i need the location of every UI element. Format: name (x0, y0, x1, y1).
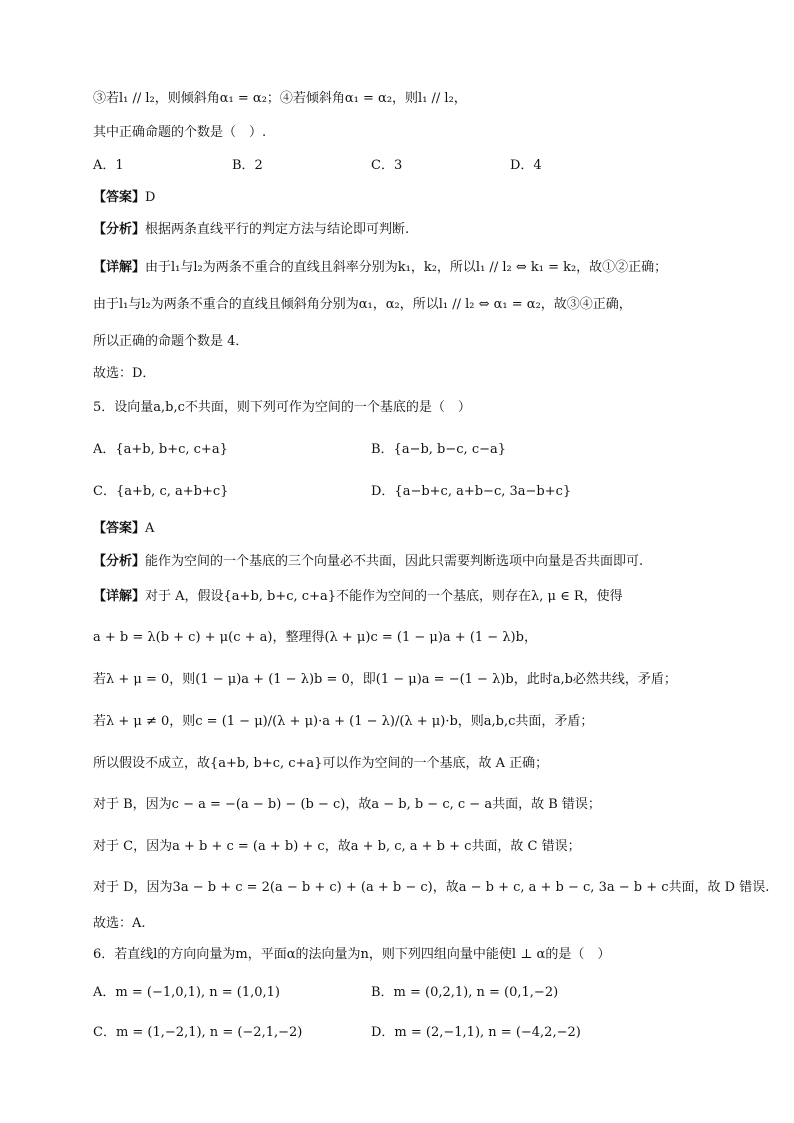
q6-option-b: B．m = (0,2,1), n = (0,1,−2) (371, 985, 559, 1000)
q5-detail-line-3: 若λ + μ = 0，则(1 − μ)a + (1 − λ)b = 0，即(1 − μ)a = −(1 − λ)b，此时a,b必然共线，矛盾； (93, 672, 677, 687)
q4-analysis-text: 根据两条直线平行的判定方法与结论即可判断. (145, 222, 410, 237)
q6-option-c: C．m = (1,−2,1), n = (−2,1,−2) (93, 1025, 303, 1040)
analysis-tag: 【分析】 (93, 222, 146, 237)
q5-option-d: D．{a−b+c, a+b−c, 3a−b+c} (371, 484, 572, 499)
q5-stem: 5．设向量a,b,c不共面，则下列可作为空间的一个基底的是（ ） (93, 400, 471, 415)
q4-answer-line (93, 188, 155, 208)
q5-detail-line-7: 对于 C，因为a + b + c = (a + b) + c，故a + b, c, a + b + c共面，故 C 错误； (93, 839, 581, 854)
q4-detail-line-2: 由于l₁与l₂为两条不重合的直线且倾斜角分别为α₁，α₂，所以l₁ // l₂ ⇔ α₁ = α₂，故③④正确， (93, 297, 632, 312)
q5-detail-line-1 (93, 587, 623, 607)
q4-choose: 故选：D． (93, 366, 156, 381)
q5-detail-line-6: 对于 B，因为c − a = −(a − b) − (b − c)，故a − b, b − c, c − a共面，故 B 错误； (93, 797, 601, 812)
q4-items-3-4: ③若l₁ // l₂，则倾斜角α₁ = α₂；④若倾斜角α₁ = α₂，则l₁ // l₂， (93, 91, 467, 106)
q5-analysis-line (93, 552, 643, 572)
answer-tag: 【答案】 (93, 190, 146, 205)
q6-stem: 6．若直线l的方向向量为m，平面α的法向量为n，则下列四组向量中能使l ⊥ α的是（ ） (93, 947, 611, 962)
q5-detail-line-5: 所以假设不成立，故{a+b, b+c, c+a}可以作为空间的一个基底，故 A 正确； (93, 756, 549, 771)
q6-option-d: D．m = (2,−1,1), n = (−4,2,−2) (371, 1025, 581, 1040)
q4-option-a: A．1 (93, 158, 124, 173)
detail-tag: 【详解】 (93, 260, 146, 275)
q4-analysis-line (93, 220, 409, 240)
answer-tag: 【答案】 (93, 521, 146, 536)
q5-choose: 故选：A. (93, 916, 146, 931)
q5-detail-line-4: 若λ + μ ≠ 0，则c = (1 − μ)/(λ + μ)·a + (1 − λ)/(λ + μ)·b，则a,b,c共面，矛盾； (93, 714, 594, 729)
q4-answer-value: D (145, 190, 156, 205)
q5-analysis-text: 能作为空间的一个基底的三个向量必不共面，因此只需要判断选项中向量是否共面即可. (145, 554, 644, 569)
q6-option-a: A．m = (−1,0,1), n = (1,0,1) (93, 985, 281, 1000)
q5-detail-text-1: 对于 A，假设{a+b, b+c, c+a}不能作为空间的一个基底，则存在λ, μ ∈ R，使得 (145, 589, 623, 604)
q4-option-d: D．4 (510, 158, 542, 173)
q4-prompt: 其中正确命题的个数是（ ）. (93, 125, 267, 140)
q5-detail-line-8: 对于 D，因为3a − b + c = 2(a − b + c) + (a + b − c)，故a − b + c, a + b − c, 3a − b + c共面，故 D 错误. (93, 880, 770, 895)
detail-tag: 【详解】 (93, 589, 146, 604)
q4-option-b: B．2 (232, 158, 263, 173)
q5-detail-line-2: a + b = λ(b + c) + μ(c + a)，整理得(λ + μ)c = (1 − μ)a + (1 − λ)b， (93, 630, 537, 645)
q5-option-a: A．{a+b, b+c, c+a} (93, 442, 228, 457)
q5-option-b: B．{a−b, b−c, c−a} (371, 442, 507, 457)
q5-answer-value: A (145, 521, 155, 536)
analysis-tag: 【分析】 (93, 554, 146, 569)
q5-answer-line (93, 519, 154, 539)
q4-detail-text-1: 由于l₁与l₂为两条不重合的直线且斜率分别为k₁，k₂，所以l₁ // l₂ ⇔ k₁ = k₂，故①②正确； (145, 260, 668, 275)
q4-detail-line-3: 所以正确的命题个数是 4． (93, 334, 249, 349)
q4-option-c: C．3 (371, 158, 403, 173)
q5-option-c: C．{a+b, c, a+b+c} (93, 484, 229, 499)
q4-detail-line-1 (93, 258, 667, 278)
